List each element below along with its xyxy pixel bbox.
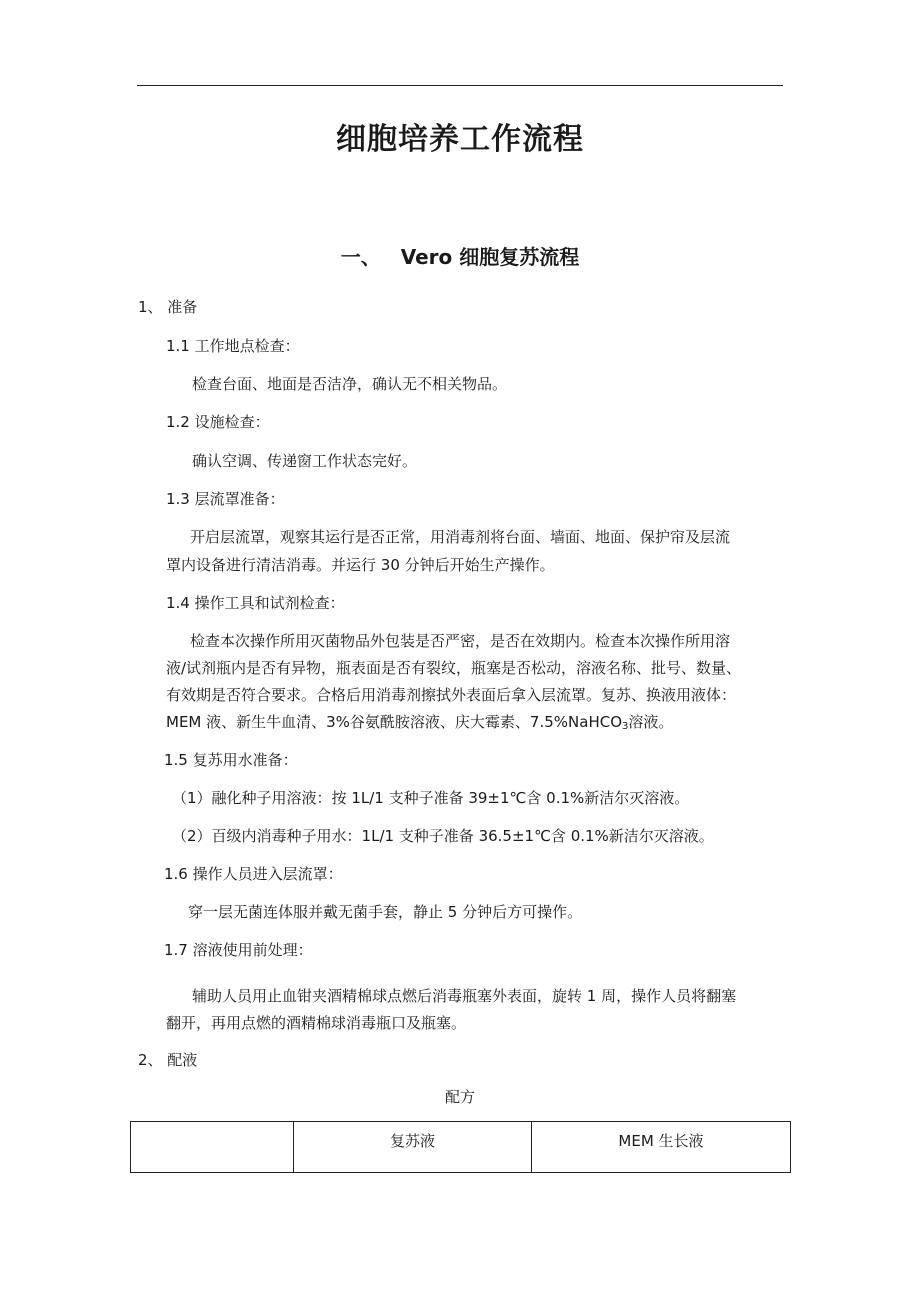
paragraph-1-7-line1: 辅助人员用止血钳夹酒精棉球点燃后消毒瓶塞外表面，旋转 1 周，操作人员将翻塞: [192, 987, 737, 1005]
subheading-1-1: 1.1 工作地点检查：: [166, 337, 300, 355]
table-header-row: [131, 1122, 791, 1173]
subheading-1-3: 1.3 层流罩准备：: [166, 490, 285, 508]
subheading-1-2: 1.2 设施检查：: [166, 413, 270, 431]
heading-mixing: 2、 配液: [138, 1051, 198, 1069]
subheading-1-4: 1.4 操作工具和试剂检查：: [166, 594, 345, 612]
paragraph-1-4-line4-text: MEM 液、新生牛血清、3%谷氨酰胺溶液、庆大霉素、7.5%NaHCO: [166, 713, 623, 731]
paragraph-1-2: 确认空调、传递窗工作状态完好。: [192, 452, 418, 470]
list-item-1: （1）融化种子用溶液：按 1L/1 支种子准备 39±1℃含 0.1%新洁尔灭溶液。: [172, 789, 690, 807]
section-number: 一、: [340, 245, 381, 269]
paragraph-1-4-line3: 有效期是否符合要求。合格后用消毒剂擦拭外表面后拿入层流罩。复苏、换液用液体：: [166, 686, 737, 704]
paragraph-1-4-line1: 检查本次操作所用灭菌物品外包装是否严密，是否在效期内。检查本次操作所用溶: [190, 632, 731, 650]
subscript-3: 3: [622, 721, 629, 732]
table-header-cell: [131, 1122, 294, 1173]
paragraph-1-1: 检查台面、地面是否洁净，确认无不相关物品。: [192, 375, 508, 393]
recipe-table: [130, 1121, 791, 1173]
list-item-2: （2）百级内消毒种子用水：1L/1 支种子准备 36.5±1℃含 0.1%新洁尔灭溶液。: [172, 827, 714, 845]
section-heading: [0, 241, 920, 270]
document-title: 细胞培养工作流程: [336, 122, 584, 157]
table-header-cell: 复苏液: [294, 1122, 532, 1173]
paragraph-1-4-line2: 液/试剂瓶内是否有异物，瓶表面是否有裂纹，瓶塞是否松动，溶液名称、批号、数量、: [166, 659, 742, 677]
table-caption: 配方: [444, 1088, 475, 1106]
paragraph-1-3-line2: 罩内设备进行清洁消毒。并运行 30 分钟后开始生产操作。: [166, 556, 555, 574]
subheading-1-6: 1.6 操作人员进入层流罩：: [164, 865, 343, 883]
heading-prepare: 1、 准备: [138, 298, 198, 316]
paragraph-1-6: 穿一层无菌连体服并戴无菌手套，静止 5 分钟后方可操作。: [188, 903, 583, 921]
paragraph-1-3-line1: 开启层流罩，观察其运行是否正常，用消毒剂将台面、墙面、地面、保护帘及层流: [190, 528, 731, 546]
table-header-cell: MEM 生长液: [532, 1122, 791, 1173]
subheading-1-5: 1.5 复苏用水准备：: [164, 751, 298, 769]
subheading-1-7: 1.7 溶液使用前处理：: [164, 941, 313, 959]
paragraph-1-4-line4: [166, 713, 673, 731]
paragraph-1-4-line4-end: 溶液。: [628, 713, 674, 731]
paragraph-1-7-line2: 翻开，再用点燃的酒精棉球消毒瓶口及瓶塞。: [166, 1014, 467, 1032]
section-title: Vero 细胞复苏流程: [400, 245, 580, 269]
header-rule: [137, 85, 783, 86]
